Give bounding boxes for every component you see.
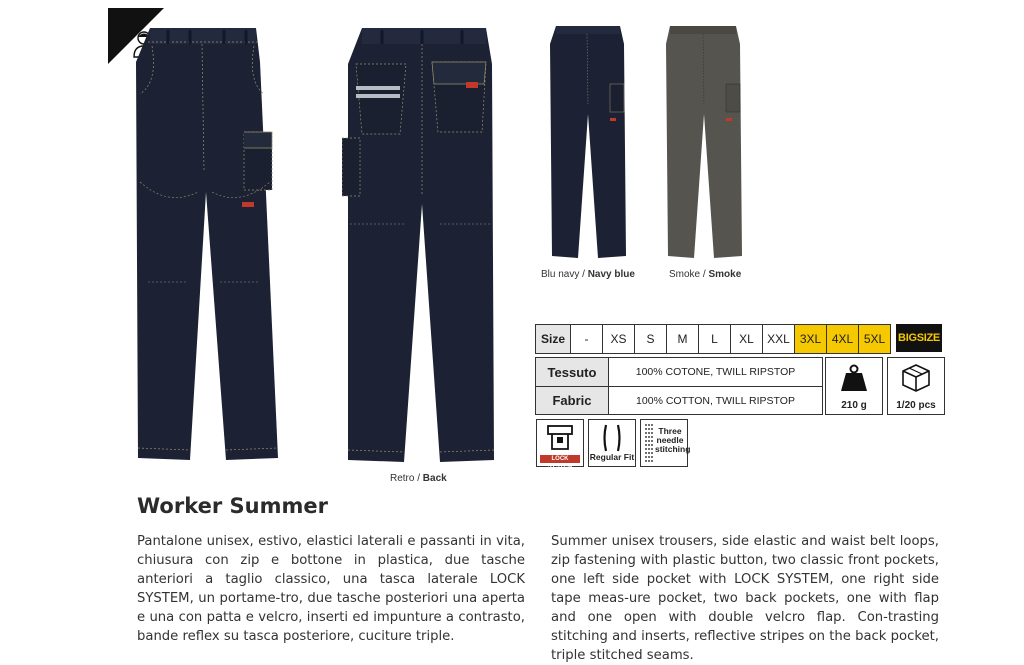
fabric-value-en: 100% COTTON, TWILL RIPSTOP [636,394,795,407]
size-cell: - [570,325,602,353]
three-needle-feature [640,419,691,467]
caption-back: Retro / Back [390,473,447,484]
size-cell: M [666,325,698,353]
fabric-label-it: Tessuto [536,358,609,386]
stitching-icon [644,424,654,462]
size-cell: L [698,325,730,353]
size-cell-highlighted: 5XL [858,325,890,353]
weight-value: 210 g [841,400,867,411]
bigsize-badge: BIGSIZE [896,324,942,352]
regular-fit-icon [597,423,627,453]
lock-system-feature [536,419,584,470]
caption-navy: Blu navy / Navy blue [541,269,635,280]
caption-smoke: Smoke / Smoke [669,269,742,280]
lock-pocket-icon [545,423,575,453]
product-title: Worker Summer [137,494,328,518]
size-table [535,324,891,354]
size-cell-highlighted: 4XL [826,325,858,353]
regular-fit-feature [588,419,636,467]
packaging-value: 1/20 pcs [896,400,936,411]
size-cell: XS [602,325,634,353]
stitching-label: Three needle stitching [655,426,691,454]
trousers-smoke-image [664,24,744,260]
size-cell: S [634,325,666,353]
fabric-label-en: Fabric [536,387,609,414]
fabric-value-it: 100% COTONE, TWILL RIPSTOP [635,366,796,378]
size-cell: XXL [762,325,794,353]
size-label: Size [536,325,570,353]
trousers-front-image [128,22,280,466]
description-english: Summer unisex trousers, side elastic and waist belt loops, zip fastening with plastic button, two classic front pockets, one left side pocket with LOCK SYSTEM, one right side tape meas-ure pocket, two back pockets, one with flap and one open with double velcro flap. Con-trasting stitching and inserts, reflective stripes on the back pocket, triple stitched seams. [551,534,939,663]
weight-box [825,357,883,415]
lock-system-label: LOCK SYSTEM [540,455,580,463]
packaging-box [887,357,945,415]
weight-icon [840,364,868,392]
trousers-navy-image [548,24,628,260]
regular-fit-label: Regular Fit [589,452,635,462]
size-cell-highlighted: 3XL [794,325,826,353]
box-icon [901,363,931,393]
size-cell: XL [730,325,762,353]
description-italian: Pantalone unisex, estivo, elastici laterali e passanti in vita, chiusura con zip e bottone in plastica, due tasche anteriori a taglio classico, una tasca laterale LOCK SYSTEM, un portame-tro, due tasche posteriori una aperta e una con patta e velcro, inserti ed impunture a contrasto, bande reflex su tasca posteriore, cuciture triple. [137,534,525,644]
trousers-back-image [342,24,500,466]
fabric-table [535,357,823,415]
